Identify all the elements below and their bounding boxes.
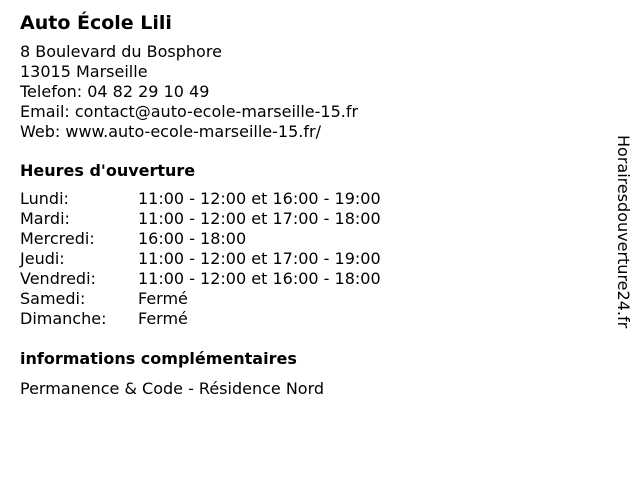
hours-row-friday <box>20 269 600 289</box>
address-street: 8 Boulevard du Bosphore <box>20 42 222 61</box>
hours-row-monday <box>20 189 600 209</box>
hours-time: 11:00 - 12:00 et 16:00 - 19:00 <box>138 189 381 208</box>
hours-day: Jeudi: <box>20 249 65 268</box>
hours-day: Vendredi: <box>20 269 96 288</box>
additional-info-heading: informations complémentaires <box>20 349 297 368</box>
hours-time: Fermé <box>138 309 188 328</box>
address-city: 13015 Marseille <box>20 62 148 81</box>
hours-time: Fermé <box>138 289 188 308</box>
watermark-text: Horairesdouverture24.fr <box>614 135 633 329</box>
additional-info-text: Permanence & Code - Résidence Nord <box>20 379 325 398</box>
hours-day: Dimanche: <box>20 309 107 328</box>
hours-day: Lundi: <box>20 189 69 208</box>
hours-row-tuesday <box>20 209 600 229</box>
hours-row-thursday <box>20 249 600 269</box>
business-name: Auto École Lili <box>20 12 172 34</box>
hours-time: 16:00 - 18:00 <box>138 229 247 248</box>
site-watermark <box>612 135 634 375</box>
hours-time: 11:00 - 12:00 et 16:00 - 18:00 <box>138 269 381 288</box>
hours-row-sunday <box>20 309 600 329</box>
opening-hours-table <box>20 189 600 329</box>
email-address: Email: contact@auto-ecole-marseille-15.fr <box>20 102 359 121</box>
hours-day: Mercredi: <box>20 229 95 248</box>
hours-day: Mardi: <box>20 209 70 228</box>
hours-row-saturday <box>20 289 600 309</box>
hours-time: 11:00 - 12:00 et 17:00 - 19:00 <box>138 249 381 268</box>
hours-row-wednesday <box>20 229 600 249</box>
phone-number: Telefon: 04 82 29 10 49 <box>20 82 210 101</box>
opening-hours-heading: Heures d'ouverture <box>20 161 196 180</box>
website-address: Web: www.auto-ecole-marseille-15.fr/ <box>20 122 321 141</box>
business-card <box>20 10 600 399</box>
hours-time: 11:00 - 12:00 et 17:00 - 18:00 <box>138 209 381 228</box>
hours-day: Samedi: <box>20 289 86 308</box>
address-block <box>20 42 600 142</box>
